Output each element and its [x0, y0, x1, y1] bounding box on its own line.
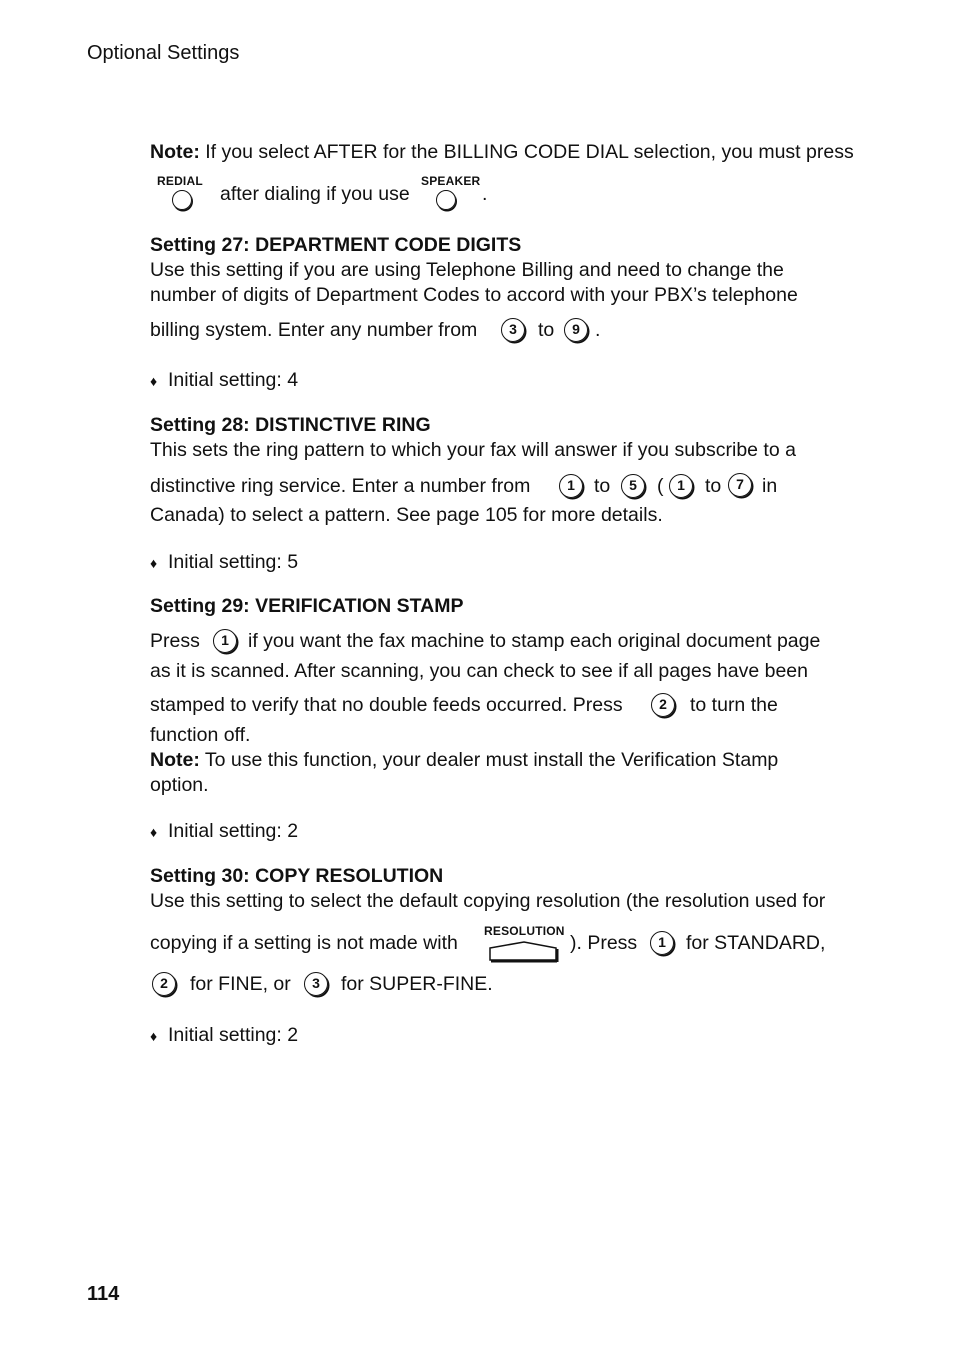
setting27-period: .: [595, 319, 601, 341]
setting27-line1: Use this setting if you are using Telephone Billing and need to change the: [150, 259, 784, 281]
setting29-heading: Setting 29: VERIFICATION STAMP: [150, 595, 464, 617]
setting29-press: Press: [150, 630, 200, 652]
setting28-line2: distinctive ring service. Enter a number from: [150, 475, 531, 497]
setting27-line3: billing system. Enter any number from: [150, 319, 478, 341]
setting29-initial: [150, 819, 298, 844]
note-label: Note:: [150, 749, 200, 771]
bullet-diamond-icon: ♦: [150, 373, 158, 389]
key-3-icon: 3: [501, 318, 525, 342]
initial-setting-text: Initial setting: 5: [168, 551, 299, 573]
bullet-diamond-icon: ♦: [150, 555, 158, 571]
setting28-in: in: [762, 475, 778, 497]
key-5-icon: 5: [621, 474, 645, 498]
setting28-initial: [150, 550, 298, 575]
setting28-line3: Canada) to select a pattern. See page 105 for more details.: [150, 504, 663, 526]
initial-setting-text: Initial setting: 2: [168, 1024, 299, 1046]
key-1-icon: 1: [669, 474, 693, 498]
initial-setting-text: Initial setting: 4: [168, 369, 299, 391]
setting27-heading: Setting 27: DEPARTMENT CODE DIGITS: [150, 234, 522, 256]
setting30-standard: for STANDARD,: [686, 932, 826, 954]
bullet-diamond-icon: ♦: [150, 824, 158, 840]
setting27-initial: [150, 368, 298, 393]
note-top-line1: [150, 140, 854, 164]
page-number: 114: [87, 1283, 120, 1305]
setting28-heading: Setting 28: DISTINCTIVE RING: [150, 414, 431, 436]
key-7-icon: 7: [728, 473, 752, 497]
setting30-heading: Setting 30: COPY RESOLUTION: [150, 865, 444, 887]
setting28-line1: This sets the ring pattern to which your fax will answer if you subscribe to a: [150, 439, 796, 461]
setting29-line3: stamped to verify that no double feeds occurred. Press: [150, 694, 623, 716]
key-3-icon: 3: [304, 972, 328, 996]
setting29-line2: as it is scanned. After scanning, you can check to see if all pages have been: [150, 660, 808, 682]
redial-key-icon: [172, 190, 192, 210]
setting30-press: ). Press: [570, 932, 638, 954]
note-label: Note:: [150, 141, 200, 163]
setting30-line2: copying if a setting is not made with: [150, 932, 458, 954]
resolution-key-icon: [488, 940, 560, 964]
note-text: To use this function, your dealer must install the Verification Stamp: [204, 749, 779, 771]
setting28-to-1: to: [594, 475, 611, 497]
setting29-note-line2: option.: [150, 774, 209, 796]
setting28-paren: (: [657, 475, 664, 497]
key-2-icon: 2: [152, 972, 176, 996]
setting29-line1: if you want the fax machine to stamp each original document page: [248, 630, 821, 652]
speaker-key-icon: [436, 190, 456, 210]
note-period: .: [482, 183, 488, 205]
section-title: Optional Settings: [87, 42, 240, 64]
note-text: If you select AFTER for the BILLING CODE DIAL selection, you must press: [205, 141, 854, 163]
note-text-after-dialing: after dialing if you use: [220, 183, 410, 205]
setting30-initial: [150, 1023, 298, 1048]
setting27-to: to: [538, 319, 555, 341]
key-1-icon: 1: [650, 931, 674, 955]
redial-key-label: REDIAL: [157, 174, 203, 188]
key-9-icon: 9: [564, 318, 588, 342]
key-1-icon: 1: [213, 629, 237, 653]
resolution-key-label: RESOLUTION: [484, 924, 565, 938]
speaker-key-label: SPEAKER: [421, 174, 481, 188]
setting30-superfine: for SUPER-FINE.: [341, 973, 493, 995]
setting29-line4: function off.: [150, 724, 251, 746]
key-2-icon: 2: [651, 693, 675, 717]
setting28-to-2: to: [705, 475, 722, 497]
setting29-note: [150, 748, 778, 772]
setting29-line3-b: to turn the: [690, 694, 778, 716]
key-1-icon: 1: [559, 474, 583, 498]
setting27-line2: number of digits of Department Codes to accord with your PBX’s telephone: [150, 284, 798, 306]
setting30-fine: for FINE, or: [190, 973, 291, 995]
bullet-diamond-icon: ♦: [150, 1028, 158, 1044]
setting30-line1: Use this setting to select the default copying resolution (the resolution used for: [150, 890, 826, 912]
initial-setting-text: Initial setting: 2: [168, 820, 299, 842]
